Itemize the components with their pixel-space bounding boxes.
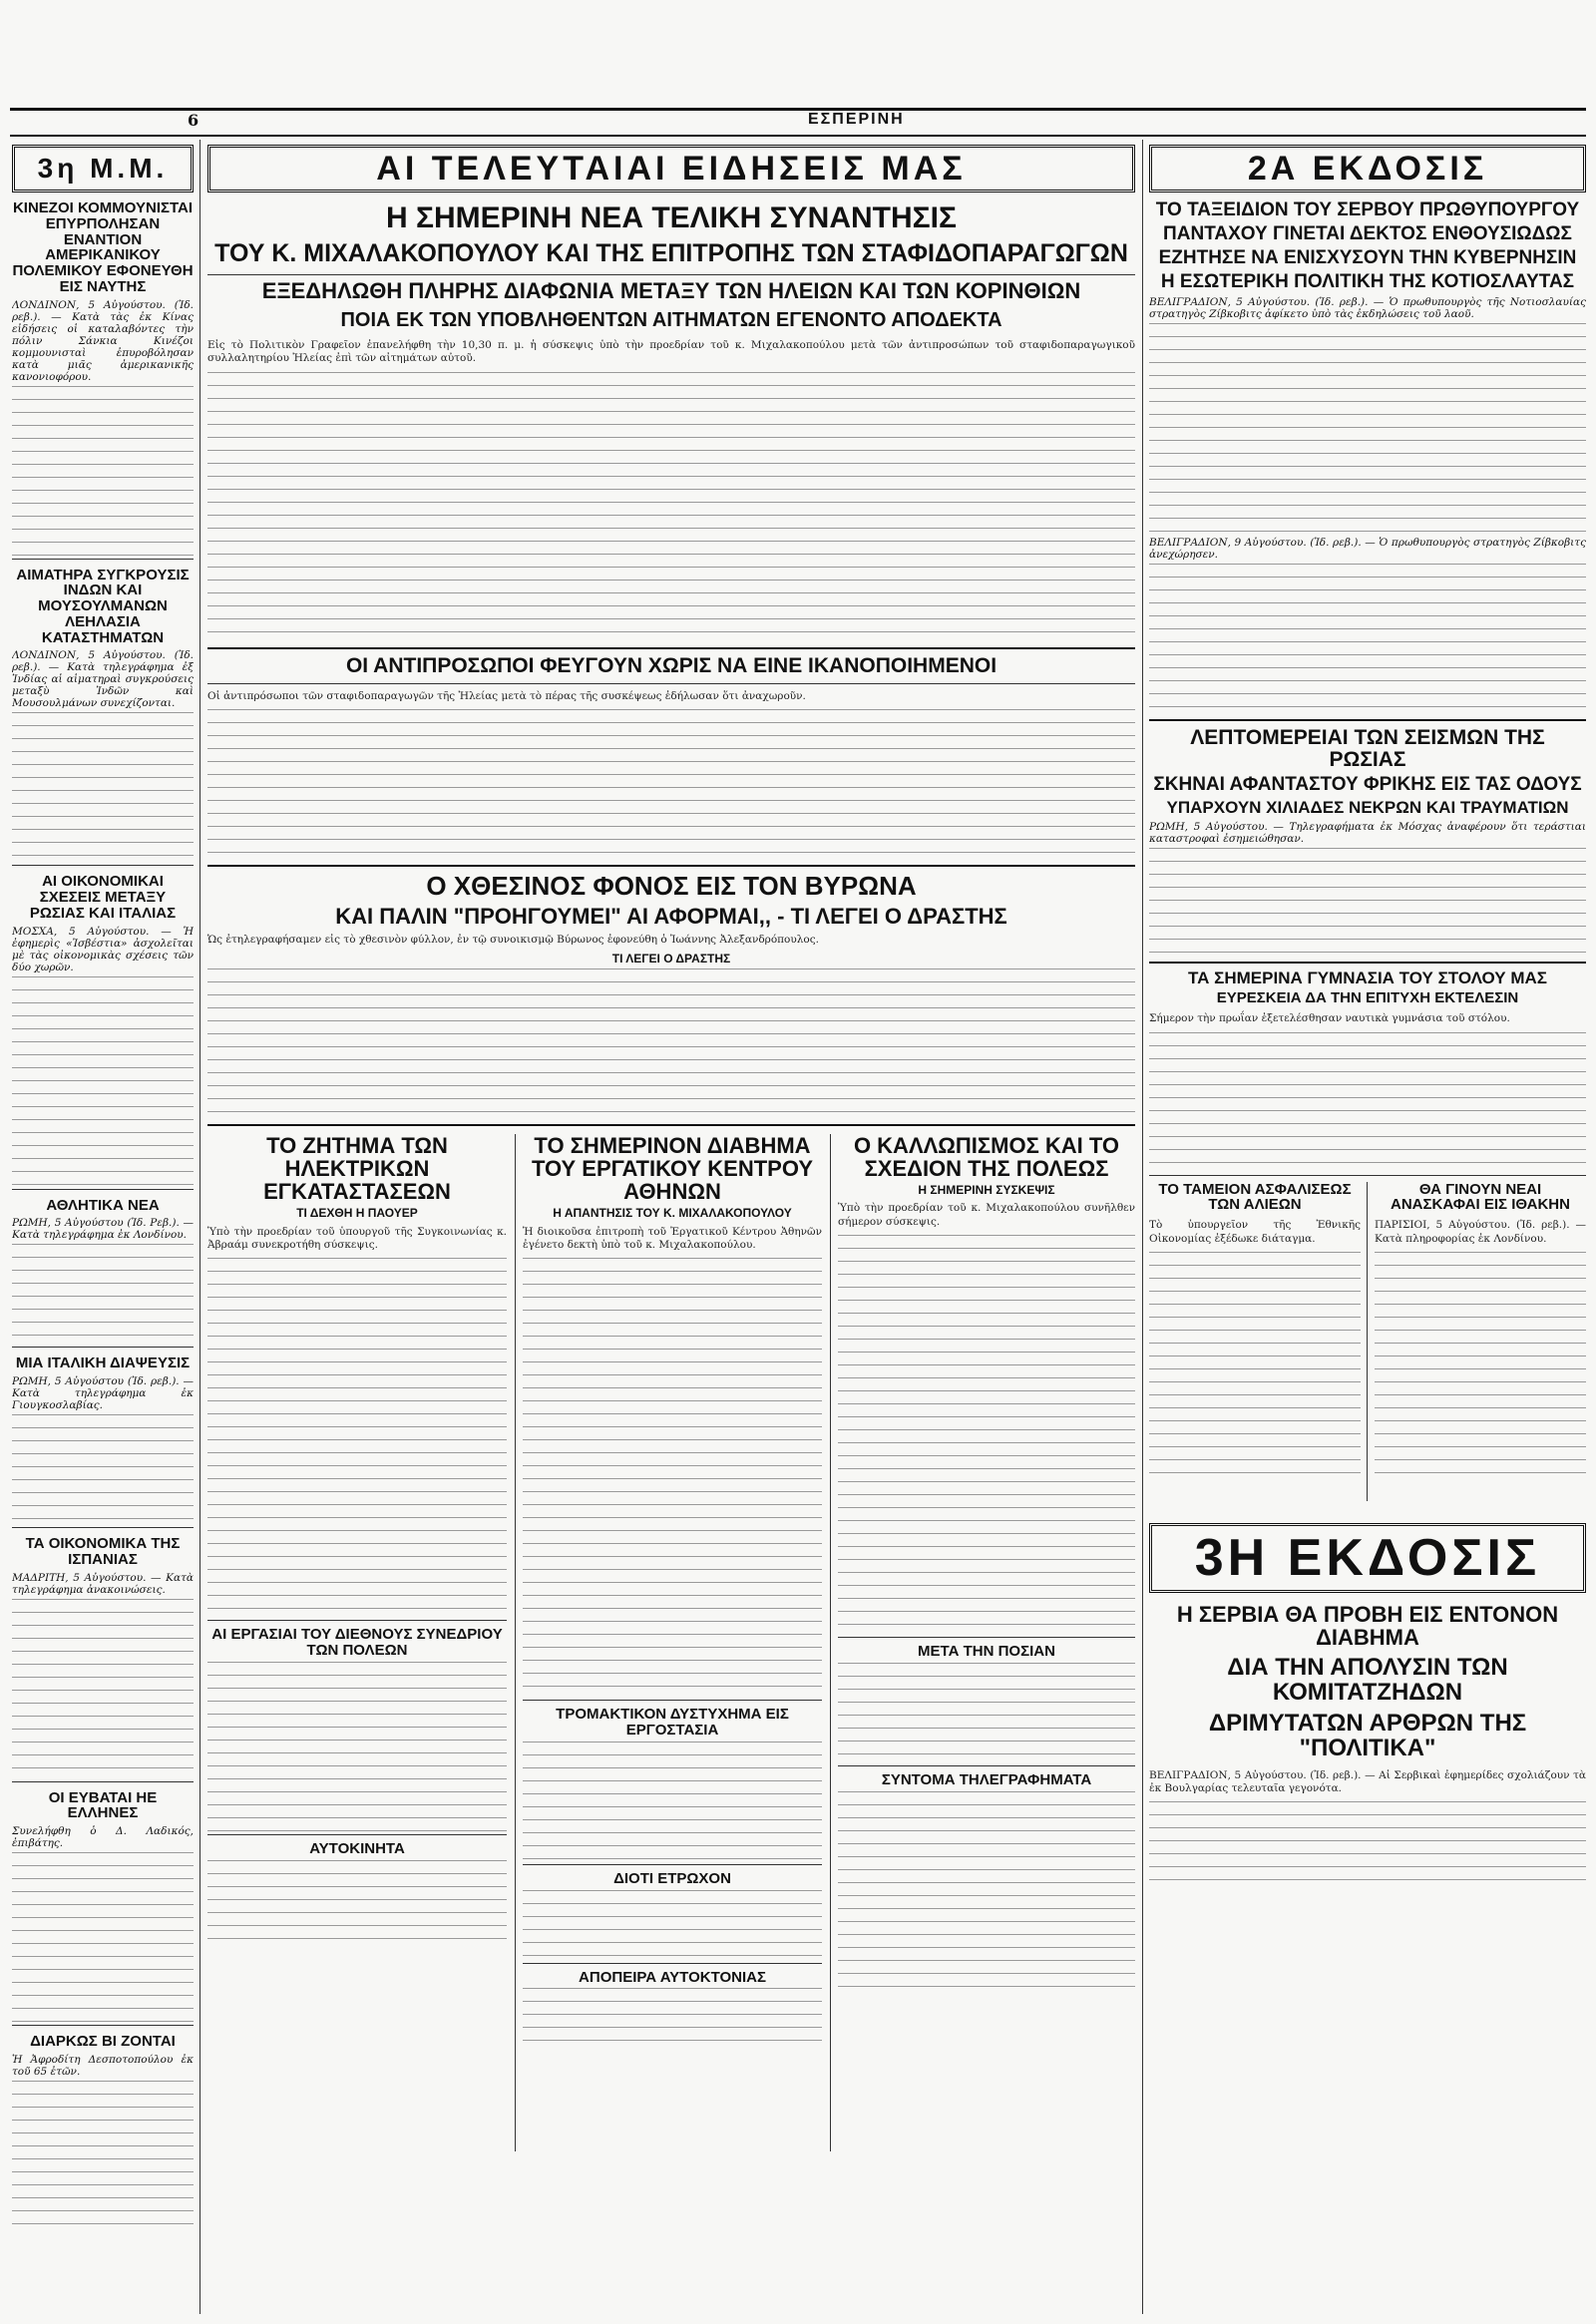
body-text (1149, 323, 1586, 533)
body-text (1149, 564, 1586, 713)
story-headline: ΑΘΛΗΤΙΚΑ ΝΕΑ (46, 1196, 160, 1214)
right-lower-split (1149, 1175, 1586, 1515)
story (12, 874, 194, 1185)
story-dateline: ΡΩΜΗ, 5 Αὐγούστου (Ἰδ. Ρεβ.). — Κατὰ τηλεγράφημα ἐκ Λονδίνου. (12, 1217, 194, 1242)
body-text (207, 1860, 507, 1940)
column-rule (1142, 140, 1143, 2314)
story-lead: Τὸ ὑπουργεῖον τῆς Ἐθνικῆς Οἰκονομίας ἐξέδωκε διάταγμα. (1149, 1219, 1361, 1245)
body-text (1375, 1252, 1586, 1481)
story-subhead: Η ΑΠΑΝΤΗΣΙΣ ΤΟΥ Κ. ΜΙΧΑΛΑΚΟΠΟΥΛΟΥ (553, 1205, 792, 1220)
story-lead: Ἡ διοικοῦσα ἐπιτροπὴ τοῦ Ἐργατικοῦ Κέντρου Ἀθηνῶν ἐγένετο δεκτὴ ὑπὸ τοῦ κ. Μιχαλακοπούλου. (523, 1225, 822, 1251)
murder-subhead: ΤΙ ΛΕΓΕΙ Ο ΔΡΑΣΤΗΣ (611, 952, 731, 967)
story-headline-2: ΣΚΗΝΑΙ ΑΦΑΝΤΑΣΤΟΥ ΦΡΙΚΗΣ ΕΙΣ ΤΑΣ ΟΔΟΥΣ (1153, 773, 1582, 795)
main-headline: Η ΣΗΜΕΡΙΝΗ ΝΕΑ ΤΕΛΙΚΗ ΣΥΝΑΝΤΗΣΙΣ (385, 201, 958, 234)
lower-col-b (523, 1134, 822, 2161)
body-text (207, 1662, 507, 1831)
body-text (12, 1244, 194, 1344)
divider (12, 1527, 194, 1528)
lower-center (207, 1124, 1135, 2163)
edition-box: 2Α ΕΚΔΟΣΙΣ (1149, 145, 1586, 193)
story-subhead: Η ΣΗΜΕΡΙΝΗ ΣΥΣΚΕΨΙΣ (918, 1182, 1055, 1197)
body-text (12, 976, 194, 1186)
story-dateline: ΒΕΛΙΓΡΑΔΙΟΝ, 9 Αὐγούστου. (Ἰδ. ρεβ.). — Ὁ πρωθυπουργὸς στρατηγὸς Ζίβκοβιτς ἀνεχώρησεν. (1149, 536, 1586, 561)
story-headline: ΛΕΠΤΟΜΕΡΕΙΑΙ ΤΩΝ ΣΕΙΣΜΩΝ ΤΗΣ ΡΩΣΙΑΣ (1149, 719, 1586, 771)
story (12, 1790, 194, 2023)
story-headline: ΤΟ ΖΗΤΗΜΑ ΤΩΝ ΗΛΕΚΤΡΙΚΩΝ ΕΓΚΑΤΑΣΤΑΣΕΩΝ (263, 1133, 451, 1204)
left-column (12, 145, 194, 2314)
center-column (207, 145, 1135, 2314)
murder-headline: Ο ΧΘΕΣΙΝΟΣ ΦΟΝΟΣ ΕΙΣ ΤΟΝ ΒΥΡΩΝΑ (207, 865, 1135, 900)
edition-box: 3η Μ.Μ. (12, 145, 194, 193)
story-dateline: ΡΩΜΗ, 5 Αὐγούστου. — Τηλεγραφήματα ἐκ Μόσχας ἀναφέρουν ὅτι τεράστιαι καταστροφαὶ ἐσημειώθησαν. (1149, 820, 1586, 845)
sub-lead: Οἱ ἀντιπρόσωποι τῶν σταφιδοπαραγωγῶν τῆς Ἠλείας μετὰ τὸ πέρας τῆς συσκέψεως ἐδήλωσαν ὅτι ἀναχωροῦν. (207, 689, 806, 702)
divider (12, 2025, 194, 2026)
story-headline: ΜΕΤΑ ΤΗΝ ΠΟΣΙΑΝ (838, 1637, 1135, 1660)
story-headline: ΑΠΟΠΕΙΡΑ ΑΥΤΟΚΤΟΝΙΑΣ (523, 1963, 822, 1986)
murder-headline-2: ΚΑΙ ΠΑΛΙΝ "ΠΡΟΗΓΟΥΜΕΙ" ΑΙ ΑΦΟΡΜΑΙ,, - ΤΙ ΛΕΓΕΙ Ο ΔΡΑΣΤΗΣ (335, 903, 1007, 929)
story-headline: ΟΙ ΕΥΒΑΤΑΙ ΗΕ ΕΛΛΗΝΕΣ (48, 1788, 158, 1822)
column-rule (830, 1134, 831, 2151)
story-headline-3: ΥΠΑΡΧΟΥΝ ΧΙΛΙΑΔΕΣ ΝΕΚΡΩΝ ΚΑΙ ΤΡΑΥΜΑΤΙΩΝ (1166, 797, 1569, 817)
sub-body-text (207, 709, 1135, 859)
story-headline: ΑΥΤΟΚΙΝΗΤΑ (207, 1834, 507, 1857)
body-text (12, 1852, 194, 2022)
body-text (523, 1988, 822, 2048)
story-lead: ΒΕΛΙΓΡΑΔΙΟΝ, 5 Αὐγούστου. (Ἰδ. ρεβ.). — Αἱ Σερβικαὶ ἐφημερίδες σχολιάζουν τὰ ἐκ Βουλγαρίας τελευταῖα γεγονότα. (1149, 1768, 1586, 1795)
story-headline: ΜΙΑ ΙΤΑΛΙΚΗ ΔΙΑΨΕΥΣΙΣ (15, 1355, 191, 1372)
divider (12, 1781, 194, 1782)
divider (12, 865, 194, 866)
story-headline: ΤΑ ΣΗΜΕΡΙΝΑ ΓΥΜΝΑΣΙΑ ΤΟΥ ΣΤΟΛΟΥ ΜΑΣ (1149, 962, 1586, 987)
main-headline-3: ΕΞΕΔΗΛΩΘΗ ΠΛΗΡΗΣ ΔΙΑΦΩΝΙΑ ΜΕΤΑΞΥ ΤΩΝ ΗΛΕΙΩΝ ΚΑΙ ΤΩΝ ΚΟΡΙΝΘΙΩΝ (207, 274, 1135, 302)
story-dateline: ΜΑΔΡΙΤΗ, 5 Αὐγούστου. — Κατὰ τηλεγράφημα ἀνακοινώσεις. (12, 1571, 194, 1596)
story-dateline: Ἡ Ἀφροδίτη Δεσποτοπούλου ἐκ τοῦ 65 ἐτῶν. (12, 2053, 194, 2078)
story (12, 1356, 194, 1524)
story-dateline: ΛΟΝΔΙΝΟΝ, 5 Αὐγούστου. (Ἰδ. ρεβ.). — Κατὰ τηλεγράφημα ἐξ Ἰνδίας αἱ αἱματηραὶ συγκρούσεις μεταξὺ Ἰνδῶν καὶ Μουσουλμάνων συνεχίζονται. (12, 649, 194, 710)
story-headline-4: Η ΕΣΩΤΕΡΙΚΗ ΠΟΛΙΤΙΚΗ ΤΗΣ ΚΟΤΙΟΣΛΑΥΤΑΣ (1160, 270, 1575, 292)
main-lead: Εἰς τὸ Πολιτικὸν Γραφεῖον ἐπανελήφθη τὴν 10,30 π. μ. ἡ σύσκεψις ὑπὸ τὴν προεδρίαν τοῦ κ. Μιχαλακοπούλου μετὰ τῶν ἀντιπροσώπων τοῦ σταφιδοπαραγωγικοῦ συλλαλητηρίου Ἠλείας ἐπὶ τῶν αἰτημάτων αὐτοῦ. (207, 338, 1135, 365)
page-number: 6 (188, 111, 200, 130)
story-headline: ΣΥΝΤΟΜΑ ΤΗΛΕΓΡΑΦΗΜΑΤΑ (838, 1765, 1135, 1788)
body-text (838, 1663, 1135, 1762)
body-text (523, 1258, 822, 1697)
divider (12, 1347, 194, 1348)
right-column (1149, 145, 1586, 2314)
body-text (523, 1742, 822, 1861)
story-headline-3: ΔΡΙΜΥΤΑΤΩΝ ΑΡΘΡΩΝ ΤΗΣ "ΠΟΛΙΤΙΚΑ" (1208, 1710, 1527, 1762)
body-text (12, 712, 194, 862)
story-dateline: ΡΩΜΗ, 5 Αὐγούστου (Ἰδ. ρεβ.). — Κατὰ τηλεγράφημα ἐκ Γιουγκοσλαβίας. (12, 1375, 194, 1411)
story-dateline: Συνελήφθη ὁ Δ. Λαδικός, ἐπιβάτης. (12, 1825, 194, 1849)
body-text (12, 386, 194, 556)
body-text (838, 1791, 1135, 1991)
excavation-story (1375, 1182, 1586, 1511)
lower-col-c (838, 1134, 1135, 2161)
body-text (12, 1599, 194, 1778)
story-lead: Ὑπὸ τὴν προεδρίαν τοῦ ὑπουργοῦ τῆς Συγκοινωνίας κ. Ἀβραάμ συνεκροτήθη σύσκεψις. (207, 1225, 507, 1251)
section-box: ΑΙ ΤΕΛΕΥΤΑΙΑΙ ΕΙΔΗΣΕΙΣ ΜΑΣ (207, 145, 1135, 193)
story-headline: ΤΟ ΤΑΜΕΙΟΝ ΑΣΦΑΛΙΣΕΩΣ ΤΩΝ ΑΛΙΕΩΝ (1158, 1181, 1352, 1214)
main-headline-4: ΠΟΙΑ ΕΚ ΤΩΝ ΥΠΟΒΛΗΘΕΝΤΩΝ ΑΙΤΗΜΑΤΩΝ ΕΓΕΝΟΝΤΟ ΑΠΟΔΕΚΤΑ (340, 308, 1002, 331)
main-headline-2: ΤΟΥ Κ. ΜΙΧΑΛΑΚΟΠΟΥΛΟΥ ΚΑΙ ΤΗΣ ΕΠΙΤΡΟΠΗΣ ΤΩΝ ΣΤΑΦΙΔΟΠΑΡΑΓΩΓΩΝ (214, 238, 1128, 267)
story-headline-3: ΕΖΗΤΗΣΕ ΝΑ ΕΝΙΣΧΥΣΟΥΝ ΤΗΝ ΚΥΒΕΡΝΗΣΙΝ (1158, 246, 1577, 268)
sub-headline: ΟΙ ΑΝΤΙΠΡΟΣΩΠΟΙ ΦΕΥΓΟΥΝ ΧΩΡΙΣ ΝΑ ΕΙΝΕ ΙΚΑΝΟΠΟΙΗΜΕΝΟΙ (207, 647, 1135, 684)
divider (12, 559, 194, 560)
story-headline: ΔΙΟΤΙ ΕΤΡΩΧΟΝ (523, 1864, 822, 1887)
body-text (1149, 848, 1586, 958)
story-headline: Η ΣΕΡΒΙΑ ΘΑ ΠΡΟΒΗ ΕΙΣ ΕΝΤΟΝΟΝ ΔΙΑΒΗΜΑ (1176, 1601, 1559, 1650)
body-text (12, 1414, 194, 1524)
story-subhead: ΤΙ ΔΕΧΘΗ Η ΠΑΟΥΕΡ (296, 1205, 418, 1220)
story-lead: Σήμερον τὴν πρωΐαν ἐξετελέσθησαν ναυτικὰ γυμνάσια τοῦ στόλου. (1149, 1012, 1510, 1025)
story (12, 200, 194, 556)
story-headline: ΚΙΝΕΖΟΙ ΚΟΜΜΟΥΝΙΣΤΑΙ ΕΠΥΡΠΟΛΗΣΑΝ ΕΝΑΝΤΙΟΝ ΑΜΕΡΙΚΑΝΙΚΟΥ ΠΟΛΕΜΙΚΟΥ ΕΦΟΝΕΥΘΗ ΕΙΣ ΝΑΥΤΗΣ (12, 199, 194, 295)
body-text (12, 2081, 194, 2230)
story-headline-2: ΠΑΝΤΑΧΟΥ ΓΙΝΕΤΑΙ ΔΕΚΤΟΣ ΕΝΘΟΥΣΙΩΔΩΣ (1163, 222, 1572, 244)
story-dateline: ΒΕΛΙΓΡΑΔΙΟΝ, 5 Αὐγούστου. (Ἰδ. ρεβ.). — Ὁ πρωθυπουργὸς τῆς Νοτιοσλαυίας στρατηγὸς Ζίβκοβιτς ἀφίκετο ὑπὸ τὰς ἐκδηλώσεις τοῦ λαοῦ. (1149, 295, 1586, 320)
divider (12, 1189, 194, 1190)
story-dateline: ΜΟΣΧΑ, 5 Αὐγούστου. — Ἡ ἐφημερὶς «Ἰσβέστια» ἀσχολεῖται μὲ τὰς οἰκονομικὰς σχέσεις τῶν δύο χωρῶν. (12, 925, 194, 973)
story-lead: Ὑπὸ τὴν προεδρίαν τοῦ κ. Μιχαλακοπούλου συνῆλθεν σήμερον σύσκεψις. (838, 1202, 1135, 1228)
story-headline: ΘΑ ΓΙΝΟΥΝ ΝΕΑΙ ΑΝΑΣΚΑΦΑΙ ΕΙΣ ΙΘΑΚΗΝ (1391, 1181, 1570, 1214)
story (12, 1536, 194, 1778)
story-dateline: ΛΟΝΔΙΝΟΝ, 5 Αὐγούστου. (Ἰδ. ρεβ.). — Κατὰ τὰς ἐκ Κίνας εἰδήσεις οἱ καταλαβόντες τὴν πόλιν Σάνκια Κινέζοι κομμουνισταὶ ἐπυροβόλησαν κατὰ μιᾶς ἀμερικανικῆς κανονιοφόρου. (12, 298, 194, 383)
story-headline: ΑΙΜΑΤΗΡΑ ΣΥΓΚΡΟΥΣΙΣ ΙΝΔΩΝ ΚΑΙ ΜΟΥΣΟΥΛΜΑΝΩΝ ΛΕΗΛΑΣΙΑ ΚΑΤΑΣΤΗΜΑΤΩΝ (16, 566, 190, 646)
story-headline: ΑΙ ΟΙΚΟΝΟΜΙΚΑΙ ΣΧΕΣΕΙΣ ΜΕΤΑΞΥ ΡΩΣΙΑΣ ΚΑΙ ΙΤΑΛΙΑΣ (29, 873, 177, 922)
body-text (1149, 1252, 1361, 1481)
murder-lead: Ὡς ἐτηλεγραφήσαμεν εἰς τὸ χθεσινὸν φύλλον, ἐν τῷ συνοικισμῷ Βύρωνος ἐφονεύθη ὁ Ἰωάννης Ἀλεξανδρόπουλος. (207, 933, 819, 946)
paper-name: ΕΣΠΕΡΙΝΗ (798, 111, 915, 129)
main-body-text (207, 372, 1135, 641)
story-headline-2: ΕΥΡΕΣΚΕΙΑ ΔΑ ΤΗΝ ΕΠΙΤΥΧΗ ΕΚΤΕΛΕΣΙΝ (1216, 989, 1519, 1007)
insurance-story (1149, 1182, 1361, 1511)
story-headline: ΤΟ ΣΗΜΕΡΙΝΟΝ ΔΙΑΒΗΜΑ ΤΟΥ ΕΡΓΑΤΙΚΟΥ ΚΕΝΤΡΟΥ ΑΘΗΝΩΝ (531, 1133, 813, 1204)
story (12, 568, 194, 863)
edition-box: 3Η ΕΚΔΟΣΙΣ (1149, 1523, 1586, 1593)
lower-col-a (207, 1134, 507, 2161)
column-rule (515, 1134, 516, 2151)
story (12, 2034, 194, 2230)
murder-body-text (207, 968, 1135, 1118)
story-headline: Ο ΚΑΛΛΩΠΙΣΜΟΣ ΚΑΙ ΤΟ ΣΧΕΔΙΟΝ ΤΗΣ ΠΟΛΕΩΣ (853, 1133, 1120, 1181)
column-rule (1367, 1182, 1368, 1501)
story-headline: ΑΙ ΕΡΓΑΣΙΑΙ ΤΟΥ ΔΙΕΘΝΟΥΣ ΣΥΝΕΔΡΙΟΥ ΤΩΝ ΠΟΛΕΩΝ (207, 1620, 507, 1659)
story-headline: ΤΑ ΟΙΚΟΝΟΜΙΚΑ ΤΗΣ ΙΣΠΑΝΙΑΣ (25, 1535, 181, 1568)
story (12, 1198, 194, 1345)
body-text (523, 1890, 822, 1960)
body-text (1149, 1032, 1586, 1172)
story-headline-2: ΔΙΑ ΤΗΝ ΑΠΟΛΥΣΙΝ ΤΩΝ ΚΟΜΙΤΑΤΖΗΔΩΝ (1227, 1653, 1508, 1707)
page-masthead (10, 108, 1586, 137)
body-text (838, 1235, 1135, 1634)
story-headline: ΔΙΑΡΚΩΣ ΒΙ ΖΟΝΤΑΙ (30, 2033, 176, 2050)
story-lead: ΠΑΡΙΣΙΟΙ, 5 Αὐγούστου. (Ἰδ. ρεβ.). — Κατὰ πληροφορίας ἐκ Λονδίνου. (1375, 1219, 1586, 1245)
body-text (207, 1258, 507, 1617)
story-headline: ΤΟ ΤΑΞΕΙΔΙΟΝ ΤΟΥ ΣΕΡΒΟΥ ΠΡΩΘΥΠΟΥΡΓΟΥ (1155, 199, 1580, 220)
body-text (1149, 1801, 1586, 1881)
story-headline: ΤΡΟΜΑΚΤΙΚΟΝ ΔΥΣΤΥΧΗΜΑ ΕΙΣ ΕΡΓΟΣΤΑΣΙΑ (523, 1700, 822, 1739)
